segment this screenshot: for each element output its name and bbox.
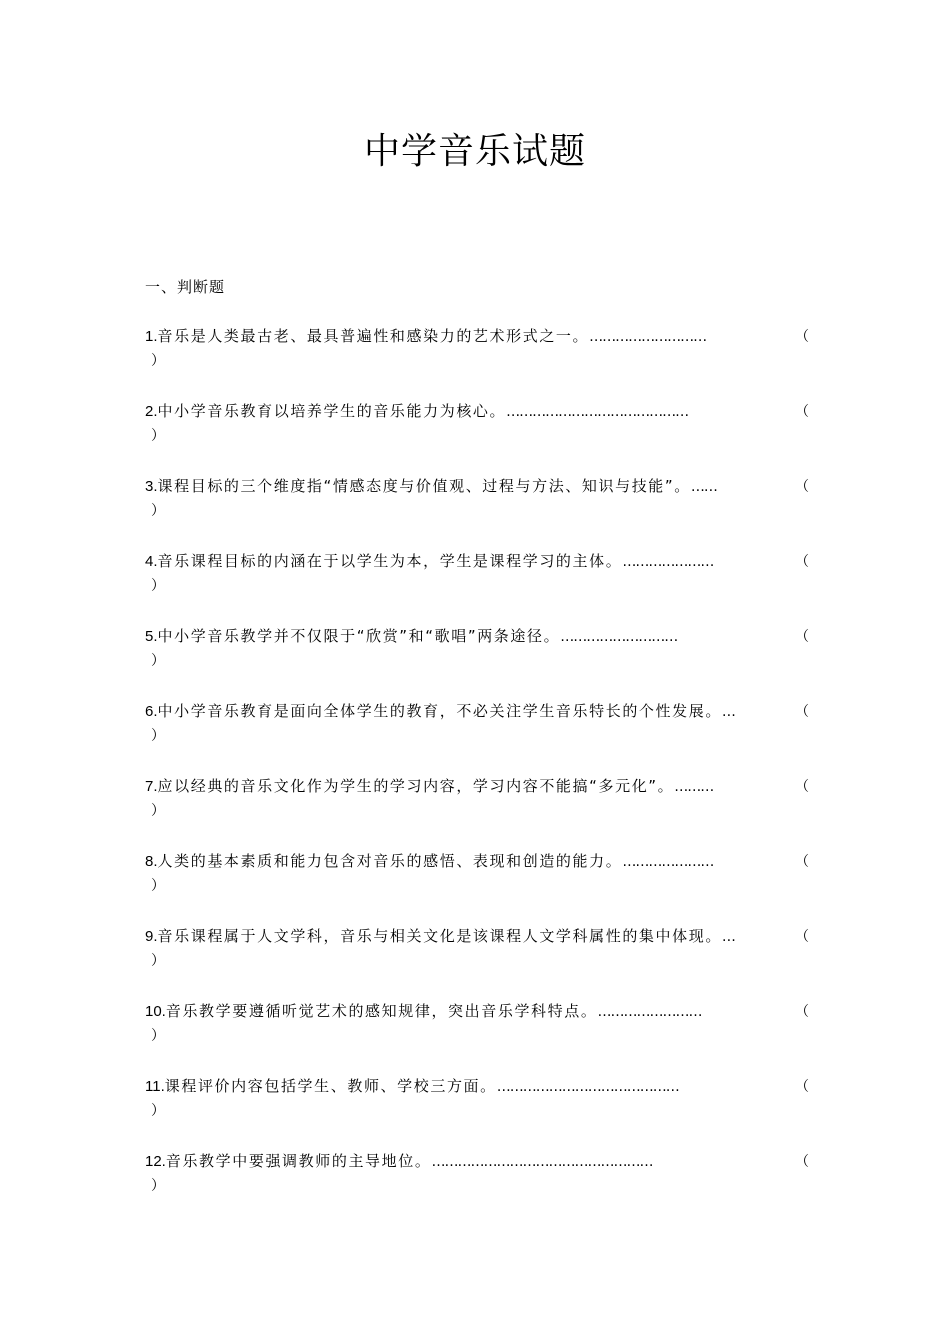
question-text: 人类的基本素质和能力包含对音乐的感悟、表现和创造的能力。 xyxy=(157,852,623,870)
question-line xyxy=(145,624,807,649)
question-number: 8. xyxy=(145,853,158,870)
question-line xyxy=(145,549,807,574)
answer-bracket-open: （ xyxy=(795,1079,809,1095)
answer-bracket-open: （ xyxy=(795,929,809,945)
question-text: 课程评价内容包括学生、教师、学校三方面。 xyxy=(164,1077,497,1095)
question-item xyxy=(145,549,807,624)
question-line xyxy=(145,399,807,424)
answer-bracket-open: （ xyxy=(795,329,809,345)
question-item xyxy=(145,324,807,399)
question-list xyxy=(145,324,807,1224)
leader-dots: …… xyxy=(690,479,717,495)
answer-bracket-close: ） xyxy=(151,878,165,894)
question-item xyxy=(145,624,807,699)
leader-dots: ……… xyxy=(674,779,714,795)
question-number: 12. xyxy=(145,1153,166,1170)
answer-bracket-close: ） xyxy=(151,353,165,369)
question-number: 1. xyxy=(145,328,158,345)
answer-bracket-open: （ xyxy=(795,629,809,645)
question-line xyxy=(145,849,807,874)
question-text: 音乐课程属于人文学科，音乐与相关文化是该课程人文学科属性的集中体现。 xyxy=(157,927,722,945)
leader-dots: …………………………………… xyxy=(506,404,689,420)
leader-dots: ……………………… xyxy=(589,329,707,345)
question-item xyxy=(145,774,807,849)
question-text: 音乐教学中要强调教师的主导地位。 xyxy=(165,1152,432,1170)
question-number: 5. xyxy=(145,628,158,645)
leader-dots: …………………………………… xyxy=(496,1079,679,1095)
leader-dots: …………………… xyxy=(597,1004,702,1020)
answer-bracket-close: ） xyxy=(151,728,165,744)
answer-bracket-close: ） xyxy=(151,578,165,594)
question-text: 中小学音乐教育是面向全体学生的教育，不必关注学生音乐特长的个性发展。 xyxy=(157,702,722,720)
answer-bracket-open: （ xyxy=(795,854,809,870)
question-number: 2. xyxy=(145,403,158,420)
question-number: 9. xyxy=(145,928,158,945)
answer-bracket-close: ） xyxy=(151,653,165,669)
question-line xyxy=(145,699,807,724)
question-line xyxy=(145,924,807,949)
answer-bracket-close: ） xyxy=(151,503,165,519)
question-line xyxy=(145,474,807,499)
question-number: 3. xyxy=(145,478,158,495)
question-item xyxy=(145,999,807,1074)
question-item xyxy=(145,699,807,774)
leader-dots: ………………… xyxy=(622,554,714,570)
answer-bracket-close: ） xyxy=(151,1178,165,1194)
leader-dots: … xyxy=(721,929,735,945)
leader-dots: … xyxy=(721,704,735,720)
question-number: 11. xyxy=(145,1078,165,1095)
section-heading: 一、判断题 xyxy=(145,278,226,296)
leader-dots: ………………… xyxy=(622,854,714,870)
question-text: 音乐是人类最古老、最具普遍性和感染力的艺术形式之一。 xyxy=(157,327,590,345)
answer-bracket-open: （ xyxy=(795,554,809,570)
answer-bracket-open: （ xyxy=(795,779,809,795)
question-item xyxy=(145,399,807,474)
question-item xyxy=(145,1149,807,1224)
question-number: 6. xyxy=(145,703,158,720)
question-text: 音乐教学要遵循听觉艺术的感知规律，突出音乐学科特点。 xyxy=(165,1002,598,1020)
question-number: 4. xyxy=(145,553,158,570)
answer-bracket-close: ） xyxy=(151,953,165,969)
question-text: 中小学音乐教学并不仅限于“欣赏”和“歌唱”两条途径。 xyxy=(157,627,561,645)
question-text: 应以经典的音乐文化作为学生的学习内容，学习内容不能搞“多元化”。 xyxy=(157,777,675,795)
answer-bracket-open: （ xyxy=(795,404,809,420)
leader-dots: …………………………………………… xyxy=(431,1154,653,1170)
question-line xyxy=(145,1149,807,1174)
answer-bracket-open: （ xyxy=(795,1004,809,1020)
answer-bracket-open: （ xyxy=(795,479,809,495)
question-item xyxy=(145,1074,807,1149)
question-text: 课程目标的三个维度指“情感态度与价值观、过程与方法、知识与技能”。 xyxy=(157,477,691,495)
leader-dots: ……………………… xyxy=(560,629,678,645)
question-line xyxy=(145,1074,807,1099)
answer-bracket-close: ） xyxy=(151,1103,165,1119)
question-text: 中小学音乐教育以培养学生的音乐能力为核心。 xyxy=(157,402,507,420)
page-title: 中学音乐试题 xyxy=(363,131,586,172)
question-item xyxy=(145,849,807,924)
answer-bracket-close: ） xyxy=(151,803,165,819)
question-line xyxy=(145,999,807,1024)
answer-bracket-open: （ xyxy=(795,1154,809,1170)
question-text: 音乐课程目标的内涵在于以学生为本，学生是课程学习的主体。 xyxy=(157,552,623,570)
question-line xyxy=(145,324,807,349)
answer-bracket-close: ） xyxy=(151,428,165,444)
question-item xyxy=(145,924,807,999)
question-number: 7. xyxy=(145,778,158,795)
answer-bracket-close: ） xyxy=(151,1028,165,1044)
question-number: 10. xyxy=(145,1003,166,1020)
question-item xyxy=(145,474,807,549)
question-line xyxy=(145,774,807,799)
answer-bracket-open: （ xyxy=(795,704,809,720)
